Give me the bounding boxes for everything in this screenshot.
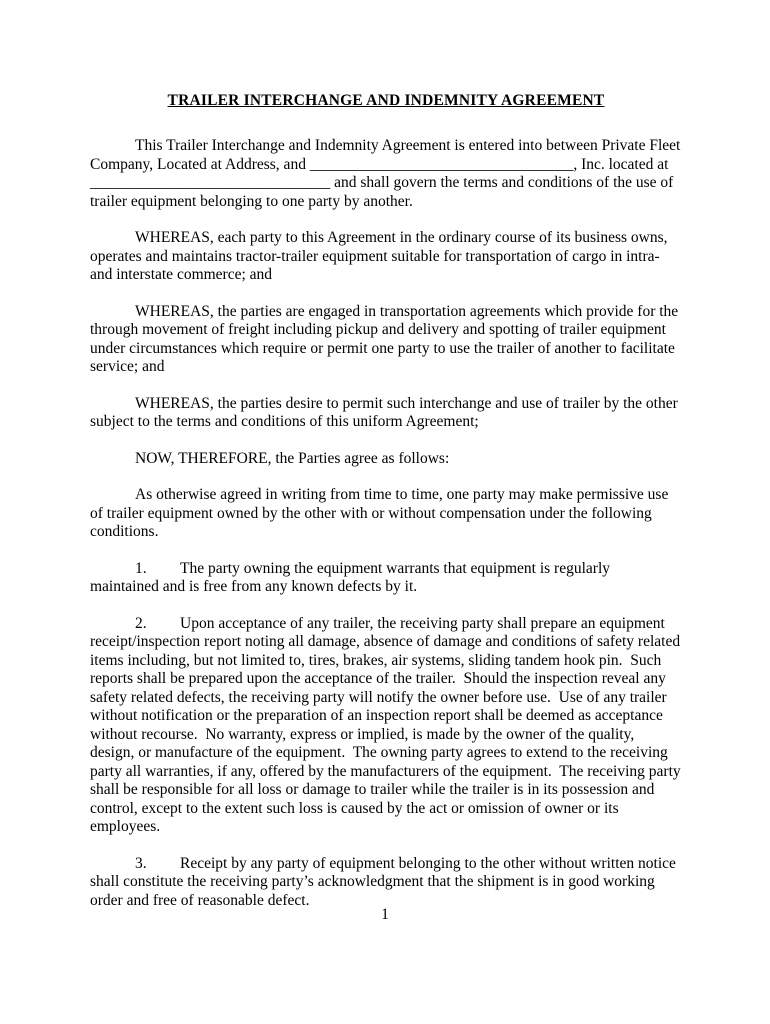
clause-2-text: Upon acceptance of any trailer, the receiving party shall prepare an equipment receipt/inspection report noting all damage, absence of damage and conditions of safety related items including, but not limited to, tires, brakes, air systems, sliding tandem hook pin. Such reports shall be prepared upon the acceptance of the trailer. Should the inspection reveal any safety related defects, the receiving party will notify the owner before use. Use of any trailer without notification or the preparation of an inspection report shall be deemed as acceptance without recourse. No warranty, express or implied, is made by the owner of the quality, design, or manufacture of the equipment. The owning party agrees to extend to the receiving party all warranties, if any, offered by the manufacturers of the equipment. The receiving party shall be responsible for all loss or damage to trailer while the trailer is in its possession and control, except to the extent such loss is caused by the act or omission of owner or its employees. [90, 614, 685, 835]
clause-2-number: 2. [135, 614, 147, 632]
now-therefore-paragraph: NOW, THEREFORE, the Parties agree as follows: [135, 449, 450, 467]
whereas-paragraph-3: WHEREAS, the parties desire to permit such interchange and use of trailer by the other subject to the terms and conditions of this uniform Agreement; [90, 394, 682, 430]
clause-3 [90, 855, 682, 911]
document-content [90, 92, 685, 928]
clause-1 [90, 560, 682, 597]
whereas-paragraph-2: WHEREAS, the parties are engaged in transportation agreements which provide for the through movement of freight including pickup and delivery and spotting of trailer equipment under circumstances which require or permit one party to use the trailer of another to facilitate service; and [90, 302, 683, 375]
clause-3-number: 3. [135, 854, 147, 872]
page-number: 1 [381, 906, 389, 923]
document-title: TRAILER INTERCHANGE AND INDEMNITY AGREEMENT [167, 92, 605, 109]
whereas-paragraph-1: WHEREAS, each party to this Agreement in the ordinary course of its business owns, operates and maintains tractor-trailer equipment suitable for transportation of cargo in intra- and interstate commerce; and [90, 229, 672, 283]
clause-1-number: 1. [135, 559, 147, 577]
conditions-intro-paragraph: As otherwise agreed in writing from time to time, one party may make permissive use of trailer equipment owned by the other with or without compensation under the following conditions. [90, 486, 673, 540]
intro-paragraph: This Trailer Interchange and Indemnity Agreement is entered into between Private Fleet Company, Located at Address, and __________________________________, Inc. located at _______________________________ and shall govern the terms and conditions of the use of trailer equipment belonging to one party by another. [90, 137, 685, 210]
clause-1-text: The party owning the equipment warrants that equipment is regularly maintained and is free from any known defects by it. [90, 559, 614, 595]
clause-2 [90, 614, 685, 837]
clause-3-text: Receipt by any party of equipment belonging to the other without written notice shall constitute the receiving party’s acknowledgment that the shipment is in good working order and free of reasonable defect. [90, 854, 680, 909]
